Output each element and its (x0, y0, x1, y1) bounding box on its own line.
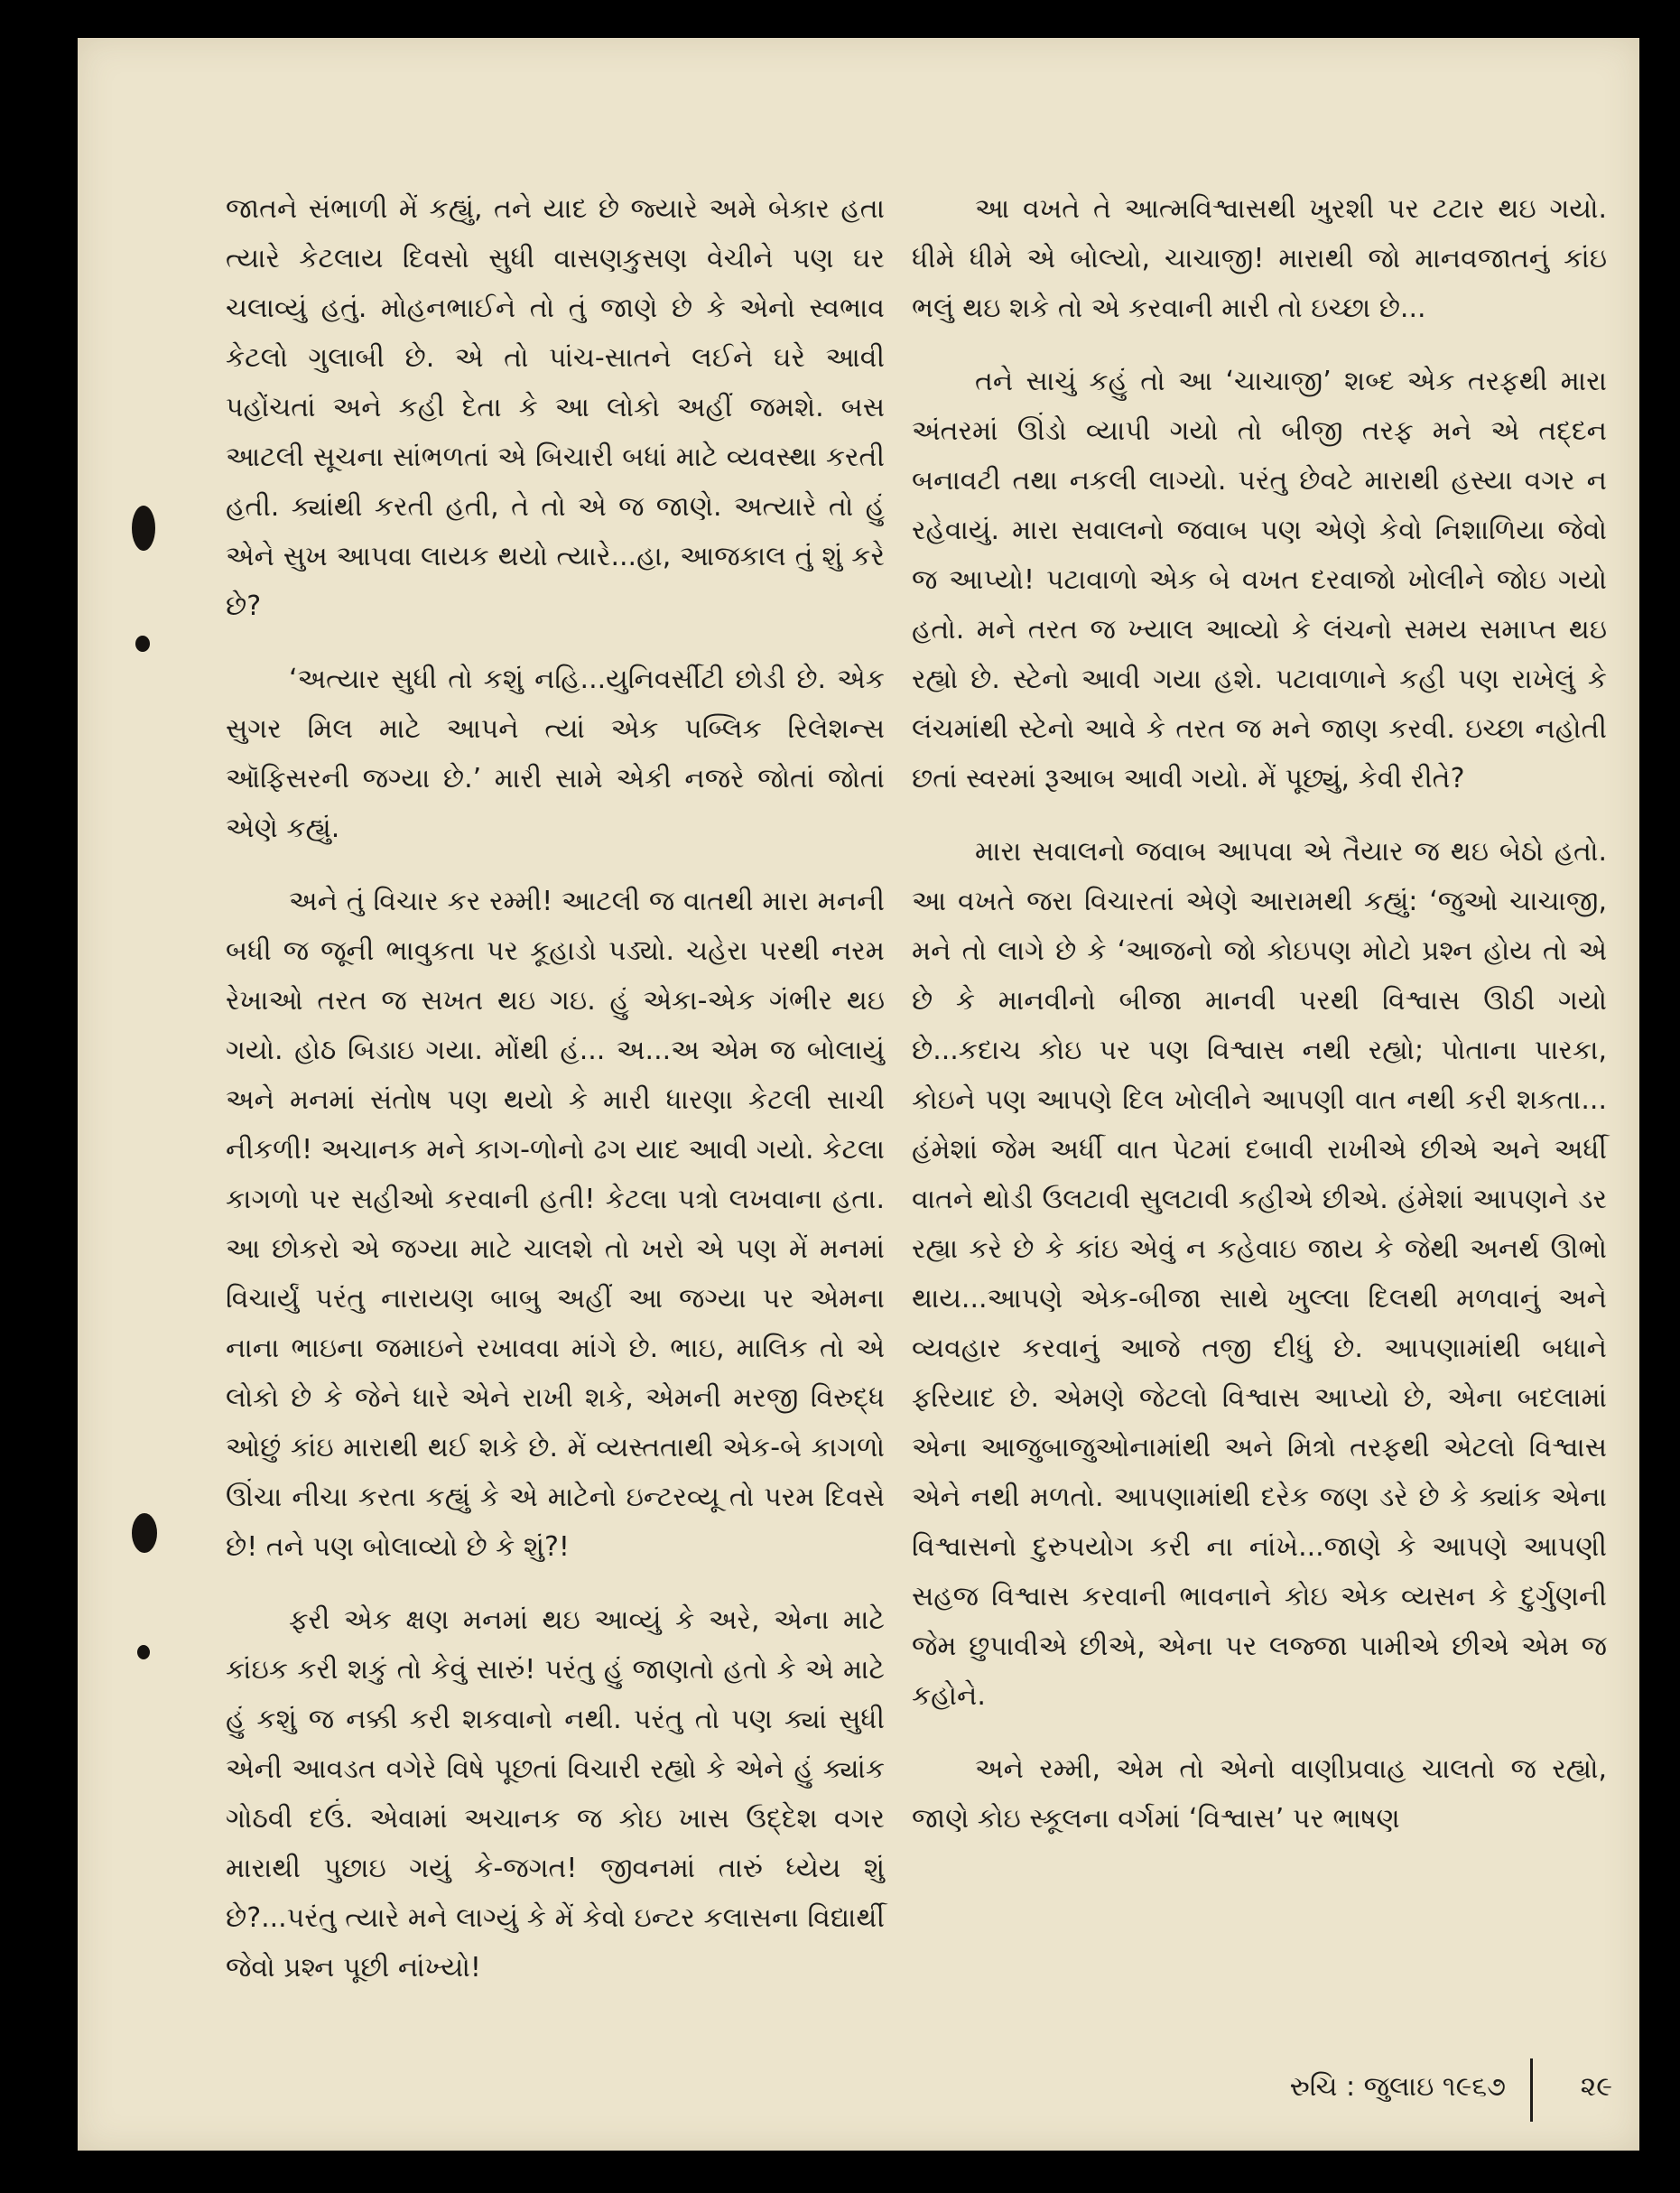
left-column (226, 184, 885, 2016)
paragraph: અને તું વિચાર કર રમ્મી! આટલી જ વાતથી મારા મનની બધી જ જૂની ભાવુકતા પર કૂહાડો પડ્યો. ચહેરા પરથી નરમ રેખાઓ તરત જ સખત થઇ ગઇ. હું એકા-એક ગંભીર થઇ ગયો. હોઠ બિડાઇ ગયા. મોંથી હં... અ...અ એમ જ બોલાયું અને મનમાં સંતોષ પણ થયો કે મારી ધારણા કેટલી સાચી નીકળી! અચાનક મને કાગ-ળોનો ઢગ યાદ આવી ગયો. કેટલા કાગળો પર સહીઓ કરવાની હતી! કેટલા પત્રો લખવાના હતા. આ છોકરો એ જગ્યા માટે ચાલશે તો ખરો એ પણ મેં મનમાં વિચાર્યું પરંતુ નારાયણ બાબુ અહીં આ જગ્યા પર એમના નાના ભાઇના જમાઇને રખાવવા માંગે છે. ભાઇ, માલિક તો એ લોકો છે કે જેને ધારે એને રાખી શકે, એમની મરજી વિરુદ્ધ ઓછું કાંઇ મારાથી થઈ શકે છે. મેં વ્યસ્તતાથી એક-બે કાગળો ઊંચા નીચા કરતા કહ્યું કે એ માટેનો ઇન્ટરવ્યૂ તો પરમ દિવસે છે! તને પણ બોલાવ્યો છે કે શું?! (226, 886, 885, 1563)
page-footer (1107, 2058, 1612, 2122)
footer-divider (1530, 2058, 1533, 2122)
paragraph: જાતને સંભાળી મેં કહ્યું, તને યાદ છે જ્યારે અમે બેકાર હતા ત્યારે કેટલાય દિવસો સુધી વાસણકુસણ વેચીને પણ ઘર ચલાવ્યું હતું. મોહનભાઈને તો તું જાણે છે કે એનો સ્વભાવ કેટલો ગુલાબી છે. એ તો પાંચ-સાતને લઈને ઘરે આવી પહોંચતાં અને કહી દેતા કે આ લોકો અહીં જમશે. બસ આટલી સૂચના સાંભળતાં એ બિચારી બધાં માટે વ્યવસ્થા કરતી હતી. ક્યાંથી કરતી હતી, તે તો એ જ જાણે. અત્યારે તો હું એને સુખ આપવા લાયક થયો ત્યારે...હા, આજકાલ તું શું કરે છે? (226, 193, 885, 622)
punch-hole (135, 636, 150, 652)
punch-hole (137, 1645, 150, 1659)
paragraph: તને સાચું કહું તો આ ‘ચાચાજી’ શબ્દ એક તરફથી મારા અંતરમાં ઊંડો વ્યાપી ગયો તો બીજી તરફ મને એ તદ્દન બનાવટી તથા નકલી લાગ્યો. પરંતુ છેવટે મારાથી હસ્યા વગર ન રહેવાયું. મારા સવાલનો જવાબ પણ એણે કેવો નિશાળિયા જેવો જ આપ્યો! પટાવાળો એક બે વખત દરવાજો ખોલીને જોઇ ગયો હતો. મને તરત જ ખ્યાલ આવ્યો કે લંચનો સમય સમાપ્ત થઇ રહ્યો છે. સ્ટેનો આવી ગયા હશે. પટાવાળાને કહી પણ રાખેલું કે લંચમાંથી સ્ટેનો આવે કે તરત જ મને જાણ કરવી. ઇચ્છા નહોતી છતાં સ્વરમાં રૂઆબ આવી ગયો. મેં પૂછ્યું, કેવી રીતે? (912, 366, 1607, 794)
punch-hole (132, 506, 155, 551)
magazine-page (78, 38, 1639, 2151)
paragraph: આ વખતે તે આત્મવિશ્વાસથી ખુરશી પર ટટાર થઇ ગયો. ધીમે ધીમે એ બોલ્યો, ચાચાજી! મારાથી જો માનવજાતનું કાંઇ ભલું થઇ શકે તો એ કરવાની મારી તો ઇચ્છા છે... (912, 193, 1607, 324)
issue-label: રુચિ : જુલાઇ ૧૯૬૭ (1289, 2071, 1506, 2103)
punch-hole (132, 1513, 157, 1553)
right-column (912, 184, 1607, 1867)
paragraph: ‘અત્યાર સુધી તો કશું નહિ...યુનિવર્સીટી છોડી છે. એક સુગર મિલ માટે આપને ત્યાં એક પબ્લિક રિલેશન્સ ઑફિસરની જગ્યા છે.’ મારી સામે એકી નજરે જોતાં જોતાં એણે કહ્યું. (226, 664, 885, 844)
paragraph: ફરી એક ક્ષણ મનમાં થઇ આવ્યું કે અરે, એના માટે કાંઇક કરી શકું તો કેવું સારું! પરંતુ હું જાણતો હતો કે એ માટે હું કશું જ નક્કી કરી શકવાનો નથી. પરંતુ તો પણ ક્યાં સુધી એની આવડત વગેરે વિષે પૂછતાં વિચારી રહ્યો કે એને હું ક્યાંક ગોઠવી દઉં. એવામાં અચાનક જ કોઇ ખાસ ઉદ્દેશ વગર મારાથી પુછાઇ ગયું કે-જગત! જીવનમાં તારું ધ્યેય શું છે?...પરંતુ ત્યારે મને લાગ્યું કે મેં કેવો ઇન્ટર કલાસના વિદ્યાર્થી જેવો પ્રશ્ન પૂછી નાંખ્યો! (226, 1604, 885, 1984)
page-number: ૨૯ (1580, 2071, 1612, 2103)
paragraph: મારા સવાલનો જવાબ આપવા એ તૈયાર જ થઇ બેઠો હતો. આ વખતે જરા વિચારતાં એણે આરામથી કહ્યું: ‘જુઓ ચાચાજી, મને તો લાગે છે કે ‘આજનો જો કોઇપણ મોટો પ્રશ્ન હોય તો એ છે કે માનવીનો બીજા માનવી પરથી વિશ્વાસ ઊઠી ગયો છે...કદાચ કોઇ પર પણ વિશ્વાસ નથી રહ્યો; પોતાના પારકા, કોઇને પણ આપણે દિલ ખોલીને આપણી વાત નથી કરી શકતા... હંમેશાં જેમ અર્ધી વાત પેટમાં દબાવી રાખીએ છીએ અને અર્ધી વાતને થોડી ઉલટાવી સુલટાવી કહીએ છીએ. હંમેશાં આપણને ડર રહ્યા કરે છે કે કાંઇ એવું ન કહેવાઇ જાય કે જેથી અનર્થ ઊભો થાય...આપણે એક-બીજા સાથે ખુલ્લા દિલથી મળવાનું અને વ્યવહાર કરવાનું આજે તજી દીધું છે. આપણામાંથી બધાને ફરિયાદ છે. એમણે જેટલો વિશ્વાસ આપ્યો છે, એના બદલામાં એના આજુબાજુઓનામાંથી અને મિત્રો તરફથી એટલો વિશ્વાસ એને નથી મળતો. આપણામાંથી દરેક જણ ડરે છે કે ક્યાંક એના વિશ્વાસનો દુરુપયોગ કરી ના નાંખે...જાણે કે આપણે આપણી સહજ વિશ્વાસ કરવાની ભાવનાને કોઇ એક વ્યસન કે દુર્ગુણની જેમ છુપાવીએ છીએ, એના પર લજ્જા પામીએ છીએ એમ જ કહોને. (912, 836, 1607, 1712)
paragraph: અને રમ્મી, એમ તો એનો વાણીપ્રવાહ ચાલતો જ રહ્યો, જાણે કોઇ સ્કૂલના વર્ગમાં ‘વિશ્વાસ’ પર ભાષણ (912, 1753, 1607, 1835)
